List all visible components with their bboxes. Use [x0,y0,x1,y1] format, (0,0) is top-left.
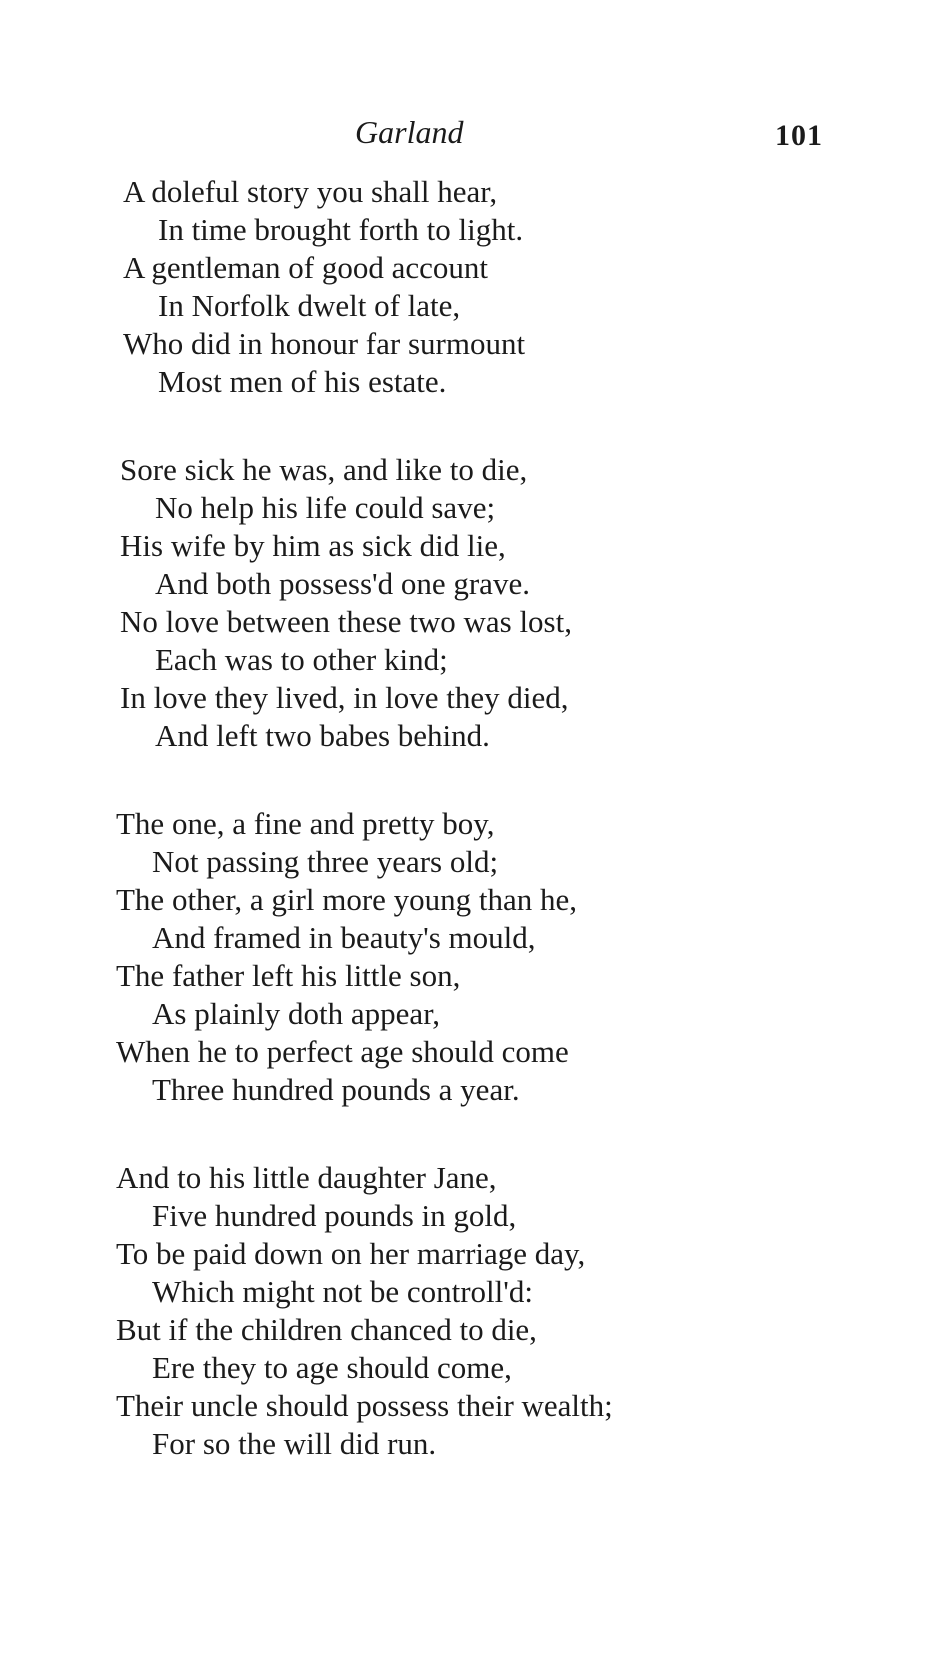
verse-line: No love between these two was lost, [120,604,572,639]
verse-line: And left two babes behind. [155,718,490,753]
verse-line: In Norfolk dwelt of late, [158,288,461,323]
running-head-title: Garland [355,114,464,150]
verse-line: In love they lived, in love they died, [120,680,569,715]
verse-line: No help his life could save; [155,490,496,525]
verse-line: But if the children chanced to die, [116,1312,537,1347]
verse-line: Three hundred pounds a year. [152,1072,520,1107]
verse-line: For so the will did run. [152,1426,437,1461]
verse-line: Ere they to age should come, [152,1350,512,1385]
verse-line: Not passing three years old; [152,844,499,879]
verse-line: Sore sick he was, and like to die, [120,452,528,487]
verse-line: As plainly doth appear, [152,996,441,1031]
verse-line: To be paid down on her marriage day, [116,1236,586,1271]
page-number: 101 [775,119,823,152]
verse-line: And to his little daughter Jane, [116,1160,497,1195]
verse-line: In time brought forth to light. [158,212,524,247]
verse-line: The other, a girl more young than he, [116,882,578,917]
verse-line: Five hundred pounds in gold, [152,1198,517,1233]
verse-line: Who did in honour far surmount [123,326,526,361]
verse-line: Their uncle should possess their wealth; [116,1388,613,1423]
verse-line: And framed in beauty's mould, [152,920,536,955]
verse-line: Which might not be controll'd: [152,1274,533,1309]
running-head [0,112,943,160]
verse-line: A doleful story you shall hear, [123,174,498,209]
verse-line: Each was to other kind; [155,642,448,677]
verse-line: His wife by him as sick did lie, [120,528,506,563]
verse-line: The father left his little son, [116,958,461,993]
verse-line: And both possess'd one grave. [155,566,530,601]
verse-line: When he to perfect age should come [116,1034,569,1069]
verse-line: The one, a fine and pretty boy, [116,806,495,841]
verse-line: Most men of his estate. [158,364,447,399]
verse-line: A gentleman of good account [123,250,489,285]
